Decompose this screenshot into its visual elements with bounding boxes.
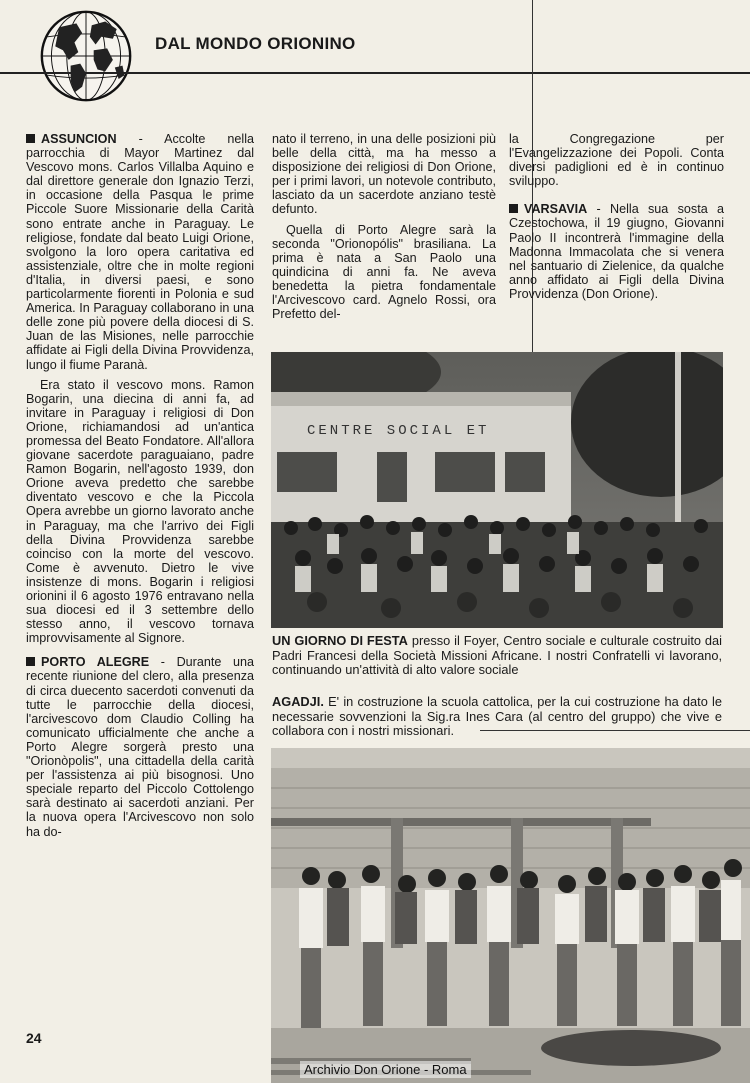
caption-festa-keyword: UN GIORNO DI FESTA: [272, 633, 408, 648]
caption-rule: [480, 730, 750, 731]
text-assuncion-1: - Accolte nella parrocchia di Mayor Martinez dal Vescovo mons. Carlos Villalba Aquino e dal direttore generale don Ignazio Terzi, in occasione della Pasqua le prime Piccole Suore Missionarie della Carità sono entrate anche in Paraguay. Le religiose, fondate dal beato Luigi Orione, svolgono la loro opera caritativa ed assistenziale, oltre che in molte regioni d'Italia, in diversi paesi, e sono particolarmente fiorenti in Polonia e sud America. In Paraguay collaborano in una delle zone più povere della diocesi di S. Juan de las Misiones, nelle parrocchie affidate ai Figli della Divina Provvidenza, lungo il fiume Paranà.: [26, 132, 255, 372]
column-3: [509, 132, 724, 307]
caption-agadji-keyword: AGADJI.: [272, 694, 324, 709]
photo-festa: [271, 352, 723, 628]
column-2: [272, 132, 496, 327]
text-porto-alegre-3: la Congregazione per l'Evangelizzazione dei Popoli. Conta diversi padiglioni ed è in continuo sviluppo.: [509, 132, 724, 189]
archive-watermark: Archivio Don Orione - Roma: [300, 1061, 471, 1078]
square-bullet-icon: [26, 134, 35, 143]
photo-festa-drawing: [271, 352, 723, 628]
photo-agadji: [271, 748, 750, 1083]
photo-agadji-drawing: [271, 748, 750, 1083]
centre-social-sign: CENTRE SOCIAL ET: [307, 423, 490, 439]
globe-icon: [38, 8, 134, 104]
paragraph-assuncion: [26, 132, 254, 372]
section-title: DAL MONDO ORIONINO: [155, 34, 356, 53]
text-porto-alegre-1: - Durante una recente riunione del clero, alla presenza di circa duecento sacerdoti convenuti da tutte le parrocchie della diocesi, l'arcivescovo dom Claudio Colling ha comunicato ufficialmente che anche a Porto Alegre sorgerà presto una "Orionòpolis", una cittadella della carità per l'assistenza ai più bisognosi. Uno speciale reparto del Piccolo Cottolengo sarà destinato ai sacerdoti anziani. Per la nuova opera l'Arcivescovo non solo ha do-: [26, 655, 254, 839]
square-bullet-icon: [509, 204, 518, 213]
paragraph-varsavia: [509, 202, 724, 301]
column-1: [26, 132, 254, 845]
caption-festa-text: presso il Foyer, Centro sociale e culturale costruito dai Padri Francesi della Società Missioni Africane. I nostri Confratelli vi lavorano, continuando un'attività di alto valore sociale: [272, 633, 722, 678]
page-number: 24: [26, 1030, 42, 1046]
caption-festa: [272, 634, 722, 678]
header-rule: [0, 72, 750, 74]
square-bullet-icon: [26, 657, 35, 666]
text-porto-alegre-cont: nato il terreno, in una delle posizioni più belle della città, ma ha messo a disposizione dei religiosi di Don Orione, per i primi lavori, un notevole contributo, lasciato da un sacerdote anziano testè defunto.: [272, 132, 496, 217]
text-varsavia: - Nella sua sosta a Czestochowa, il 19 giugno, Giovanni Paolo II incontrerà l'immagine della Madonna Immacolata che si venera nel santuario di Zielenice, da qualche anno affidato ai Figli della Divina Provvidenza (Don Orione).: [509, 202, 724, 301]
text-porto-alegre-2: Quella di Porto Alegre sarà la seconda "Orionopólis" brasiliana. La prima è nata a San Paolo una quindicina di anni fa. Ne aveva benedetta la pietra fondamentale l'Arcivescovo card. Agnelo Rossi, ora Prefetto del-: [272, 222, 496, 322]
keyword-porto-alegre: PORTO ALEGRE: [41, 655, 150, 670]
keyword-assuncion: ASSUNCION: [41, 132, 117, 146]
caption-agadji: [272, 695, 722, 739]
paragraph-porto-alegre: [26, 655, 254, 838]
caption-agadji-text: E' in costruzione la scuola cattolica, per la cui costruzione ha dato le necessarie sovvenzioni la Sig.ra Ines Cara (al centro del gruppo) che vive e collabora con i nostri missionari.: [272, 694, 722, 739]
text-assuncion-2: Era stato il vescovo mons. Ramon Bogarin, una diecina di anni fa, ad invitare in Paraguay i religiosi di Don Orione, richiamandosi ad un'antica promessa del Beato Fondatore. All'allora giovane sacerdote paraguaiano, padre Ramon Bogarin, nell'agosto 1939, don Orione aveva predetto che sarebbe diventato vescovo e che la Piccola Opera avrebbe un giorno lavorato anche in Paraguay, ma che l'arrivo dei Figli della Divina Provvidenza sarebbe coinciso con la morte del vescovo. Come è avvenuto. Dietro le vive insistenze di mons. Bogarin i religiosi orionini il 6 agosto 1976 entravano nella sua diocesi ed il 3 settembre dello stesso anno, il vescovo tornava improvvisamente al Signore.: [26, 377, 254, 646]
keyword-varsavia: VARSAVIA: [524, 202, 588, 217]
